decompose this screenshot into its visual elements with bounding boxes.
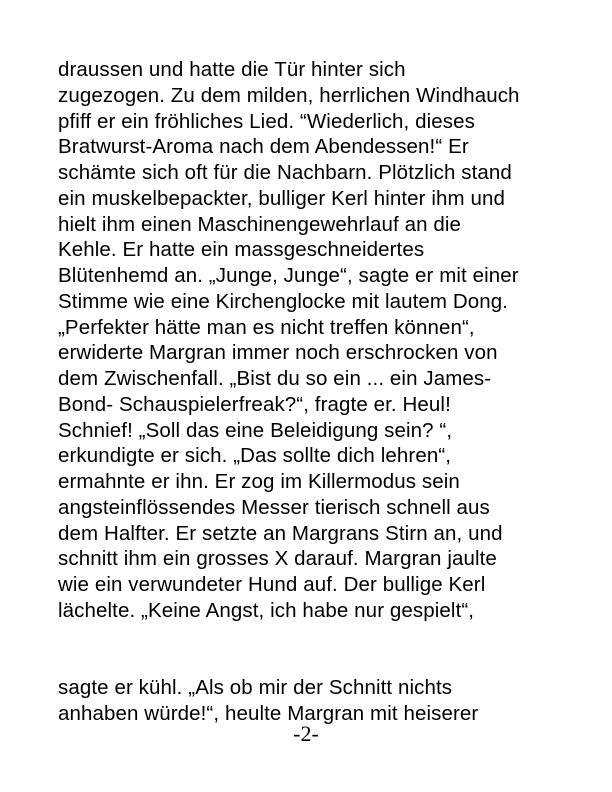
text-line: erwiderte Margran immer noch erschrocken von [58, 341, 498, 364]
text-line: sagte er kühl. „Als ob mir der Schnitt nichts [58, 676, 453, 699]
text-line: Schnief! „Soll das eine Beleidigung sein? “, [58, 419, 453, 442]
text-line: ein muskelbepackter, bulliger Kerl hinter ihm und [58, 187, 506, 210]
text-line: zugezogen. Zu dem milden, herrlichen Windhauch [58, 84, 520, 107]
text-line: draussen und hatte die Tür hinter sich [58, 58, 406, 81]
text-line: dem Halfter. Er setzte an Margrans Stirn an, und [58, 522, 503, 545]
text-line: Bratwurst-Aroma nach dem Abendessen!“ Er [58, 135, 469, 158]
text-line: Bond- Schauspielerfreak?“, fragte er. Heul! [58, 393, 451, 416]
text-line: anhaben würde!“, heulte Margran mit heiserer [58, 702, 479, 725]
text-line: Stimme wie eine Kirchenglocke mit lautem Dong. [58, 290, 509, 313]
text-line: wie ein verwundeter Hund auf. Der bullige Kerl [58, 573, 486, 596]
text-line: Kehle. Er hatte ein massgeschneidertes [58, 238, 425, 261]
page-number: -2- [293, 721, 319, 746]
text-line: Blütenhemd an. „Junge, Junge“, sagte er mit einer [58, 264, 519, 287]
text-line: ermahnte er ihn. Er zog im Killermodus sein [58, 470, 460, 493]
text-line: lächelte. „Keine Angst, ich habe nur gespielt“, [58, 599, 475, 622]
text-line: hielt ihm einen Maschinengewehrlauf an die [58, 213, 462, 236]
text-line: schämte sich oft für die Nachbarn. Plötzlich stand [58, 161, 512, 184]
text-line: schnitt ihm ein grosses X darauf. Margran jaulte [58, 547, 497, 570]
text-line: erkundigte er sich. „Das sollte dich lehren“, [58, 444, 452, 467]
text-line: angsteinflössendes Messer tierisch schnell aus [58, 496, 490, 519]
text-line: „Perfekter hätte man es nicht treffen können“, [58, 316, 475, 339]
text-line: dem Zwischenfall. „Bist du so ein ... ein James- [58, 367, 492, 390]
text-line: pfiff er ein fröhliches Lied. “Wiederlich, dieses [58, 110, 475, 133]
